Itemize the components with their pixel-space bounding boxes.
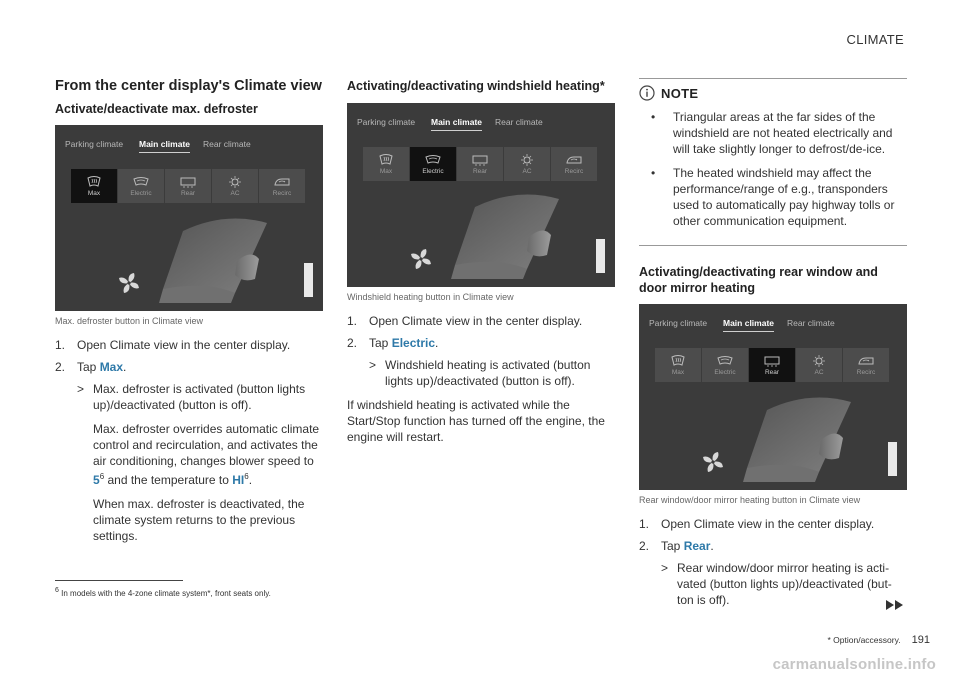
tab-rear-climate[interactable]: Rear climate: [787, 318, 835, 328]
footnote-divider: [55, 580, 183, 581]
max-defrost-icon: [85, 176, 103, 188]
note-title: NOTE: [661, 85, 699, 101]
electric-button[interactable]: [702, 348, 749, 382]
image-code-tag: [888, 442, 897, 476]
fan-icon: [409, 247, 433, 271]
chapter-header: CLIMATE: [846, 32, 904, 47]
fan-icon: [701, 450, 725, 474]
rear-window-icon: [179, 176, 197, 188]
recirc-icon: [565, 154, 583, 166]
recirc-button[interactable]: [551, 147, 598, 181]
ac-button[interactable]: [212, 169, 259, 203]
step-1: 1. Open Climate view in the center display.: [55, 338, 291, 352]
climate-view-screenshot: [55, 125, 323, 311]
note-box: [639, 78, 907, 246]
step-result: > Max. defroster is activated (button lights up)/deactivated (button is off). Max. defroster overrides automatic climate control and recirculation, and activates the air conditioning, changes blower speed to $5^6$ and the temperature to $HI^6$. When max. defroster is deactivated, the climate system returns to the previous settings.: [77, 382, 320, 543]
climate-button-row: [71, 169, 306, 203]
column-rear-window-heating: [639, 78, 907, 616]
tab-rear-climate[interactable]: Rear climate: [203, 139, 251, 149]
button-label: Rear: [764, 368, 780, 376]
climate-button-row: [655, 348, 890, 382]
climate-tabs: [347, 117, 615, 135]
button-label: Max: [379, 167, 393, 175]
button-label: AC: [522, 167, 532, 175]
climate-tabs: [55, 139, 323, 157]
tab-rear-climate[interactable]: Rear climate: [495, 117, 543, 127]
next-page-icon: [886, 600, 904, 610]
figure-caption: Max. defroster button in Climate view: [55, 316, 204, 326]
step-2: 2. Tap Max. > Max. defroster is activated (button lights up)/deactivated (button is off). Max. defroster overrides automatic climate control and recirculation, and activates the air conditioning, changes blower speed to $5^6$ and the temperature to $HI^6$. When max. defroster is deactivated, the climate system returns to the previous settings.: [55, 359, 323, 544]
subsection-title-rear-window: Activating/deactivating rear window and door mirror heating: [639, 265, 878, 295]
ui-label-max: Max: [99, 360, 124, 374]
windshield-icon: [132, 176, 150, 188]
watermark: carmanualsonline.info: [772, 656, 936, 673]
step-1: 1. Open Climate view in the center display.: [639, 517, 875, 531]
figure-caption: Rear window/door mirror heating button in Climate view: [639, 495, 861, 505]
button-label: Max: [87, 189, 101, 197]
step-2: 2. Tap Rear. > Rear window/door mirror heating is acti-vated (button lights up)/deactivated (but-ton is off).: [639, 538, 907, 608]
rear-button[interactable]: [457, 147, 504, 181]
column-windshield-heating: [347, 78, 615, 445]
windshield-icon: [716, 355, 734, 367]
button-label: Recirc: [564, 167, 584, 175]
steps-list: [639, 516, 907, 608]
tab-main-climate[interactable]: Main climate: [431, 117, 483, 127]
electric-button[interactable]: [410, 147, 457, 181]
ui-label-rear: Rear: [683, 539, 711, 553]
restart-paragraph: If windshield heating is activated while the Start/Stop function has turned off the engine, the engine will restart.: [347, 398, 605, 444]
steps-list: [347, 313, 615, 389]
image-code-tag: [304, 263, 313, 297]
rear-window-icon: [763, 355, 781, 367]
step-result: > Windshield heating is activated (button lights up)/deactivated (button is off).: [369, 358, 591, 388]
note-item: • Triangular areas at the far sides of the windshield are not heated electrically and will take slightly longer to defrost/de-ice.: [639, 109, 907, 157]
image-code-tag: [596, 239, 605, 273]
max-button[interactable]: [655, 348, 702, 382]
column-max-defroster: [55, 78, 323, 552]
button-label: Recirc: [272, 189, 292, 197]
subsection-title-windshield: Activating/deactivating windshield heating*: [347, 79, 605, 93]
button-label: Rear: [472, 167, 488, 175]
button-label: AC: [230, 189, 240, 197]
max-button[interactable]: [363, 147, 410, 181]
tab-parking-climate[interactable]: Parking climate: [65, 139, 124, 149]
button-label: Rear: [180, 189, 196, 197]
ac-button[interactable]: [796, 348, 843, 382]
ac-button[interactable]: [504, 147, 551, 181]
step-2: 2. Tap Electric. > Windshield heating is activated (button lights up)/deactivated (button is off).: [347, 335, 615, 389]
climate-tabs: [639, 318, 907, 336]
footnote: $^6$ In models with the 4-zone climate system*, front seats only.: [55, 587, 271, 598]
button-label: Electric: [422, 167, 444, 175]
step-result: > Rear window/door mirror heating is acti-vated (button lights up)/deactivated (but-ton is off).: [661, 561, 892, 607]
windshield-icon: [424, 154, 442, 166]
rear-button[interactable]: [749, 348, 796, 382]
rear-window-icon: [471, 154, 489, 166]
max-defrost-icon: [377, 154, 395, 166]
max-button[interactable]: [71, 169, 118, 203]
ac-icon: [226, 176, 244, 188]
tab-parking-climate[interactable]: Parking climate: [649, 318, 708, 328]
tab-main-climate[interactable]: Main climate: [723, 318, 775, 328]
recirc-button[interactable]: [843, 348, 890, 382]
button-label: Electric: [714, 368, 736, 376]
ac-icon: [810, 355, 828, 367]
climate-button-row: [363, 147, 598, 181]
tab-parking-climate[interactable]: Parking climate: [357, 117, 416, 127]
fan-icon: [117, 271, 141, 295]
rear-button[interactable]: [165, 169, 212, 203]
steps-list: [55, 337, 323, 544]
figure-caption: Windshield heating button in Climate view: [347, 292, 514, 302]
ac-icon: [518, 154, 536, 166]
recirc-icon: [857, 355, 875, 367]
button-label: Electric: [130, 189, 152, 197]
climate-view-screenshot: [639, 304, 907, 490]
button-label: Recirc: [856, 368, 876, 376]
electric-button[interactable]: [118, 169, 165, 203]
step-1: 1. Open Climate view in the center display.: [347, 314, 583, 328]
climate-view-screenshot: [347, 103, 615, 287]
recirc-icon: [273, 176, 291, 188]
button-label: Max: [671, 368, 685, 376]
page-number: 191: [911, 634, 930, 646]
note-item: • The heated windshield may affect the performance/range of e.g., transponders used to automatically pay highway tolls or other communication equipment.: [639, 165, 907, 229]
recirc-button[interactable]: [259, 169, 306, 203]
ui-label-electric: Electric: [391, 336, 436, 350]
subsection-title-max-defroster: Activate/deactivate max. defroster: [55, 102, 258, 116]
page-footer: [828, 634, 931, 646]
info-icon: [639, 85, 655, 101]
max-defrost-icon: [669, 355, 687, 367]
option-note: * Option/accessory.: [827, 635, 901, 645]
button-label: AC: [814, 368, 824, 376]
tab-main-climate[interactable]: Main climate: [139, 139, 191, 149]
section-title: From the center display's Climate view: [55, 78, 322, 94]
